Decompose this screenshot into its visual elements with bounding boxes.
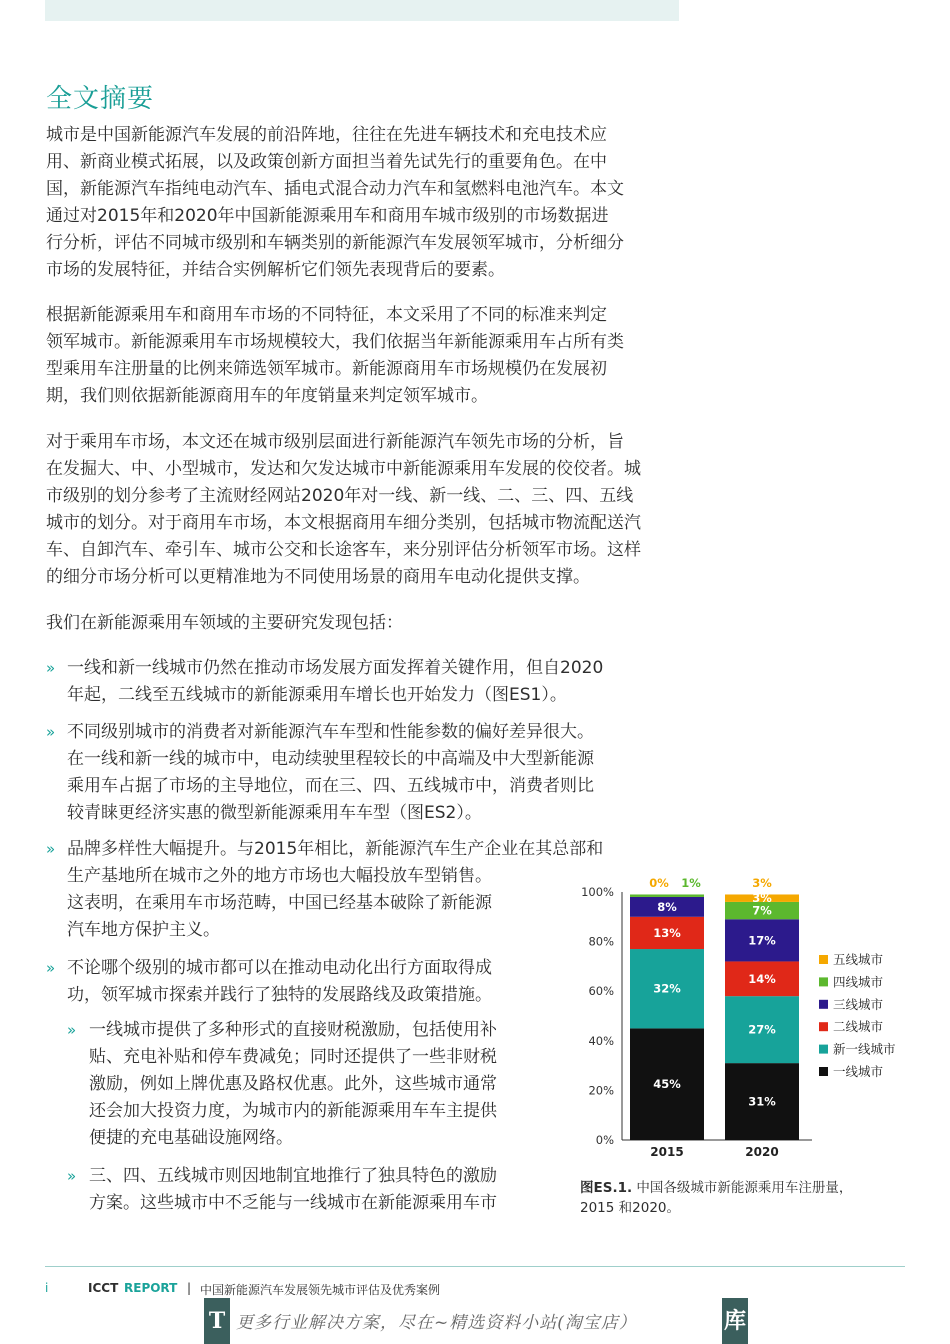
legend-label: 五线城市 [833,952,884,967]
legend-label: 三线城市 [833,996,884,1012]
subbullet-line: 一线城市提供了多种形式的直接财税激励，包括使用补 [89,1020,497,1040]
subbullet-marker: » [67,1021,77,1039]
legend-label: 一线城市 [833,1064,884,1079]
legend-label: 四线城市 [833,974,884,990]
watermark-left-box: T [204,1298,230,1344]
stacked-bar-chart [572,872,922,1172]
bullet-item-3 [67,836,603,944]
y-tick-label: 80% [588,934,614,949]
data-label: 3% [752,891,772,906]
footer-brand-report: REPORT [124,1281,178,1295]
y-tick-label: 40% [588,1033,614,1048]
paragraph-line: 领军城市。新能源乘用车市场规模较大，我们依据当年新能源乘用车占所有类 [46,332,624,352]
paragraph-line: 国，新能源汽车指纯电动汽车、插电式混合动力汽车和氢燃料电池汽车。本文 [46,179,624,199]
data-label: 7% [752,903,772,918]
paragraph-line: 市级别的划分参考了主流财经网站2020年对一线、新一线、二、三、四、五线 [46,486,634,506]
paragraph-1 [46,122,682,284]
paragraph-2 [46,302,682,410]
subbullet-line: 方案。这些城市中不乏能与一线城市在新能源乘用车市 [89,1193,497,1213]
legend-swatch [819,955,828,964]
bullet-item-4 [67,955,492,1009]
y-tick-label: 100% [581,885,614,899]
bullet-marker: » [46,723,56,741]
bullet-line: 这表明，在乘用车市场范畴，中国已经基本破除了新能源 [67,893,492,913]
paragraph-line: 城市的划分。对于商用车市场，本文根据商用车细分类别，包括城市物流配送汽 [46,513,641,533]
data-label: 13% [653,925,681,940]
paragraph-line: 对于乘用车市场，本文还在城市级别层面进行新能源汽车领先市场的分析，旨 [46,432,624,452]
data-label: 8% [657,899,677,914]
legend-swatch [819,1000,828,1009]
data-label: 32% [653,981,681,996]
data-label: 17% [748,933,776,948]
bullet-item-1 [67,655,603,709]
subbullet-line: 贴、充电补贴和停车费减免；同时还提供了一些非财税 [89,1047,497,1067]
figure-es1-chart [572,872,922,1172]
paragraph-line: 在发掘大、中、小型城市，发达和欠发达城市中新能源乘用车发展的佼佼者。城 [46,459,641,479]
bullet-line: 功，领军城市探索并践行了独特的发展路线及政策措施。 [67,985,492,1005]
paragraph-4 [46,610,682,637]
subbullet-line: 便捷的充电基础设施网络。 [89,1128,293,1148]
caption-text: 中国各级城市新能源乘用车注册量， [636,1180,853,1196]
data-label: 3% [752,876,772,890]
bullet-line: 在一线和新一线的城市中，电动续驶里程较长的中高端及中大型新能源 [67,749,594,769]
legend-swatch [819,1045,828,1054]
top-band [45,0,679,21]
subbullet-line: 三、四、五线城市则因地制宜地推行了独具特色的激励 [89,1166,497,1186]
data-label: 27% [748,1022,776,1037]
subbullet-line: 激励，例如上牌优惠及路权优惠。此外，这些城市通常 [89,1074,497,1094]
figure-caption [580,1178,900,1218]
bullet-line: 较青睐更经济实惠的微型新能源乘用车车型（图ES2）。 [67,803,482,823]
paragraph-3 [46,429,682,591]
paragraph-line: 用、新商业模式拓展，以及政策创新方面担当着先试先行的重要角色。在中 [46,152,607,172]
legend-swatch [819,1067,828,1076]
subbullet-marker: » [67,1167,77,1185]
y-tick-label: 0% [595,1133,614,1147]
data-label: 14% [748,971,776,986]
subbullet-line: 还会加大投资力度，为城市内的新能源乘用车车主提供 [89,1101,497,1121]
caption-line2: 2015 和2020。 [580,1200,681,1216]
data-label: 31% [748,1094,776,1109]
legend-label: 二线城市 [833,1019,884,1035]
bullet-line: 生产基地所在城市之外的地方市场也大幅投放车型销售。 [67,866,492,886]
data-label: 0% [649,876,669,890]
bullet-item-2 [67,719,594,827]
bullet-line: 不同级别城市的消费者对新能源汽车车型和性能参数的偏好差异很大。 [67,722,594,742]
bullet-line: 汽车地方保护主义。 [67,920,220,940]
footer-doc-title: 中国新能源汽车发展领先城市评估及优秀案例 [200,1283,441,1297]
x-tick-label: 2020 [745,1145,779,1159]
legend-label: 新一线城市 [833,1041,896,1057]
footer-separator: | [187,1281,192,1295]
paragraph-line: 我们在新能源乘用车领域的主要研究发现包括： [46,613,403,633]
watermark-right-box: 库 [722,1298,748,1344]
legend-swatch [819,1022,828,1031]
paragraph-line: 车、自卸汽车、牵引车、城市公交和长途客车，来分别评估分析领军市场。这样 [46,540,641,560]
watermark-text: 更多行业解决方案，尽在~精选资料小站(淘宝店） [236,1313,637,1333]
footer-rule [45,1266,905,1267]
paragraph-line: 城市是中国新能源汽车发展的前沿阵地，往往在先进车辆技术和充电技术应 [46,125,607,145]
paragraph-line: 的细分市场分析可以更精准地为不同使用场景的商用车电动化提供支撑。 [46,567,590,587]
bullet-line: 不论哪个级别的城市都可以在推动电动化出行方面取得成 [67,958,492,978]
caption-label: 图ES.1. [580,1180,633,1196]
watermark-banner [204,1298,748,1344]
paragraph-line: 市场的发展特征，并结合实例解析它们领先表现背后的要素。 [46,260,505,280]
bullet-marker: » [46,659,56,677]
legend-swatch [819,977,828,986]
x-tick-label: 2015 [650,1145,684,1159]
bullet-line: 一线和新一线城市仍然在推动市场发展方面发挥着关键作用，但自2020 [67,658,604,678]
paragraph-line: 通过对2015年和2020年中国新能源乘用车和商用车城市级别的市场数据进 [46,206,609,226]
bullet-line: 品牌多样性大幅提升。与2015年相比，新能源汽车生产企业在其总部和 [67,839,604,859]
paragraph-line: 型乘用车注册量的比例来筛选领军城市。新能源商用车市场规模仍在发展初 [46,359,607,379]
y-tick-label: 60% [588,984,614,999]
bullet-marker: » [46,959,56,977]
y-tick-label: 20% [588,1083,614,1098]
data-label: 45% [653,1077,681,1092]
bullet-line: 年起，二线至五线城市的新能源乘用车增长也开始发力（图ES1）。 [67,685,567,705]
paragraph-line: 行分析，评估不同城市级别和车辆类别的新能源汽车发展领军城市，分析细分 [46,233,624,253]
footer-brand-icct: ICCT [88,1281,119,1295]
bullet-line: 乘用车占据了市场的主导地位，而在三、四、五线城市中，消费者则比 [67,776,594,796]
section-title: 全文摘要 [46,84,155,114]
bullet-marker: » [46,840,56,858]
subbullet-item-1 [89,1017,497,1152]
page-number: i [45,1281,49,1295]
subbullet-item-2 [89,1163,497,1217]
data-label: 1% [681,876,701,890]
paragraph-line: 根据新能源乘用车和商用车市场的不同特征，本文采用了不同的标准来判定 [46,305,607,325]
paragraph-line: 期，我们则依据新能源商用车的年度销量来判定领军城市。 [46,386,488,406]
bar-segment-2015-4 [630,894,704,896]
